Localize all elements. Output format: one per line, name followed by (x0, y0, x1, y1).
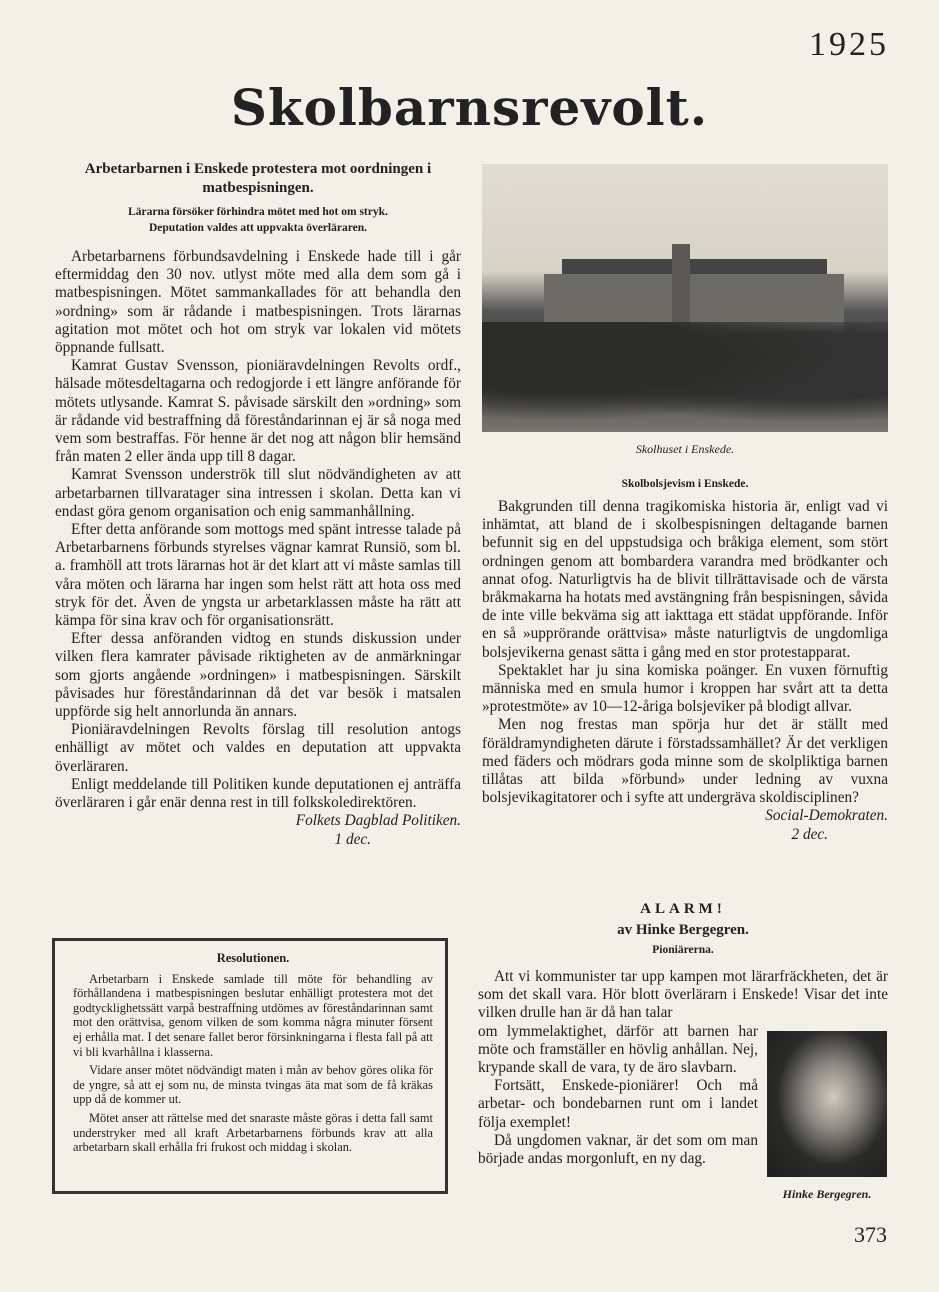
alarm-author: av Hinke Bergegren. (617, 922, 749, 938)
article-subhead: Deputation valdes att uppvakta överläraren. (149, 222, 367, 234)
article-subhead: Lärarna försöker förhindra mötet med hot om stryk. (128, 206, 388, 218)
page-title: Skolbarnsrevolt. (230, 78, 709, 137)
paragraph: Spektaklet har ju sina komiska poänger. En vuxen förnuftig människa med en smula humor i kroppen har svårt att ta detta »protestmöte» av 10—12-åriga bolsjeviker på blodigt allvar. (482, 661, 888, 716)
alarm-subtitle: Pioniärerna. (652, 944, 714, 956)
paragraph: Kamrat Gustav Svensson, pioniäravdelningen Revolts ordf., hälsade mötesdeltagarna och redogjorde i ett längre anförande för mötets utlysande. Kamrat S. påvisade särskilt den »ordning» som är rådande vid bestraffning då föreståndarinnan ej är så noga med vem som bestraffas. För henne är det nog att någon blir hemsänd från maten 2 eller ända upp till 8 dagar. (55, 357, 461, 466)
paragraph: Arbetarbarnens förbundsavdelning i Enskede hade till i går eftermiddag den 30 nov. utlyst möte med alla dem som gå i matbespisningen. Mötet sammankallades för att behandla den »ordning» som är rådande i matbespisningen. Trots lärarnas agitation mot mötet och hot om stryk var lokalen vid mötets öppnande fullsatt. (55, 248, 461, 357)
paragraph: Efter detta anförande som mottogs med spänt intresse talade på Arbetarbarnens förbunds styrelses vägnar kamrat Runsiö, som bl. a. framhöll att trots lärarnas hot är det klart att vi måste samlas till våra möten och lärarna har ingen som helst rätt att hota oss med stryk för det. Även de yngsta ur arbetarklassen måste ha rätt att kämpa för sina krav och för organisationsrätt. (55, 521, 461, 630)
article-headline: Arbetarbarnen i Enskede protestera mot oordningen i matbespisningen. (84, 161, 432, 196)
article-date: 1 dec. (334, 830, 371, 848)
alarm-title: ALARM! (640, 901, 726, 917)
paragraph: Bakgrunden till denna tragikomiska historia är, enligt vad vi inhämtat, att bland de i skolbespisningen deltagande barnen befunnit sig en del uppstudsiga och bråkiga element, som stört ordningen genom att bombardera varandra med brödkanter och annat ofog. Naturligtvis ha de blivit tillrättavisade och de värsta bråkmakarna ha hotats med avstängning från bespisningen, såvida de inte ville bekväma sig att iakttaga ett städat uppförande. Inför en så »upprörande orättvisa» måste naturligtvis de ungdomliga bolsjevikerna genast sätta i gång med en stor protestapparat. (482, 498, 888, 661)
portrait-photo (767, 1031, 887, 1177)
article-date: 2 dec. (791, 825, 828, 843)
paragraph: Kamrat Svensson underströk till slut nödvändigheten av att arbetarbarnen tillvaratager sina intressen i skolan. Detta kan vi endast göra genom organisation och enig sammanhållning. (55, 466, 461, 520)
paragraph: Arbetarbarn i Enskede samlade till möte för behandling av förhållandena i matbespisningen beslutar enhälligt protestera mot det godtycklighetssätt varpå bestraffning utdömes av föreståndarinnan samt mot den orättvisa, genom vilken de som komma några minuter försent ej erhålla mat. I det senare fallet beror försinkningarna i flesta fall på att vi bli kvarhållna i klasserna. (73, 971, 433, 1059)
article-headline: Skolbolsjevism i Enskede. (621, 478, 749, 490)
paragraph: Efter dessa anföranden vidtog en stunds diskussion under vilken flera kamrater påvisade riktigheten av de anmärkningar som gjorts angående »ordningen» i matbespisningen. Särskilt påvisades hur föreståndarinnan då det var besök i matsalen uppförde sig helt annorlunda än annars. (55, 630, 461, 721)
paragraph: Mötet anser att rättelse med det snaraste måste göras i detta fall samt understryker med all kraft Arbetarbarnens förbunds krav att alla arbetarbarn skall erhålla fri frukost och middag i skolan. (73, 1110, 433, 1155)
paragraph: Att vi kommunister tar upp kampen mot lärarfräckheten, det är som det skall vara. Hör blott överlärarn i Enskede! Visar det inte vilken drulle han är då han talar (478, 968, 888, 1022)
paragraph: Vidare anser mötet nödvändigt maten i mån av behov göres olika för de yngre, så att ej som nu, de minsta tvingas äta mat som de få kräkas upp då de kommer ut. (73, 1063, 433, 1107)
article-source: Folkets Dagblad Politiken. (295, 812, 461, 830)
portrait-caption: Hinke Bergegren. (782, 1187, 872, 1201)
paragraph: Enligt meddelande till Politiken kunde deputationen ej anträffa överläraren i går enär denna rest in till folkskoledirektören. (55, 775, 461, 812)
resolution-box (52, 938, 448, 1194)
article-source: Social-Demokraten. (765, 807, 888, 825)
right-article (482, 476, 888, 844)
left-article (55, 160, 461, 849)
paragraph: Men nog frestas man spörja hur det är ställt med föräldramyndigheten därute i förstadssamhället? Är det verkligen med fäders och mödrars goda minne som de skolpliktiga barnen tillåtas att bilda »förbund» under ledning av vuxna bolsjevikagitatorer och i syfte att undergräva skoldisciplinen? (482, 716, 888, 807)
photo-caption: Skolhuset i Enskede. (635, 442, 735, 456)
paragraph: Pioniäravdelningen Revolts förslag till resolution antogs enhälligt av mötet och valdes en deputation att uppvakta överläraren. (55, 721, 461, 775)
paragraph: Då ungdomen vaknar, är det som om man började andas morgonluft, en ny dag. (478, 1131, 758, 1168)
paragraph: Fortsätt, Enskede-pioniärer! Och må arbetar- och bondebarnen runt om i landet följa exemplet! (478, 1077, 758, 1131)
paragraph: om lymmelaktighet, därför att barnen har möte och framställer en hövlig anhållan. Nej, krypande skall de vara, ty de äro slavbarn. (478, 1022, 758, 1077)
year: 1925 (809, 26, 889, 63)
school-photo (482, 164, 888, 432)
resolution-title: Resolutionen. (216, 951, 290, 965)
page-number: 373 (854, 1222, 887, 1247)
